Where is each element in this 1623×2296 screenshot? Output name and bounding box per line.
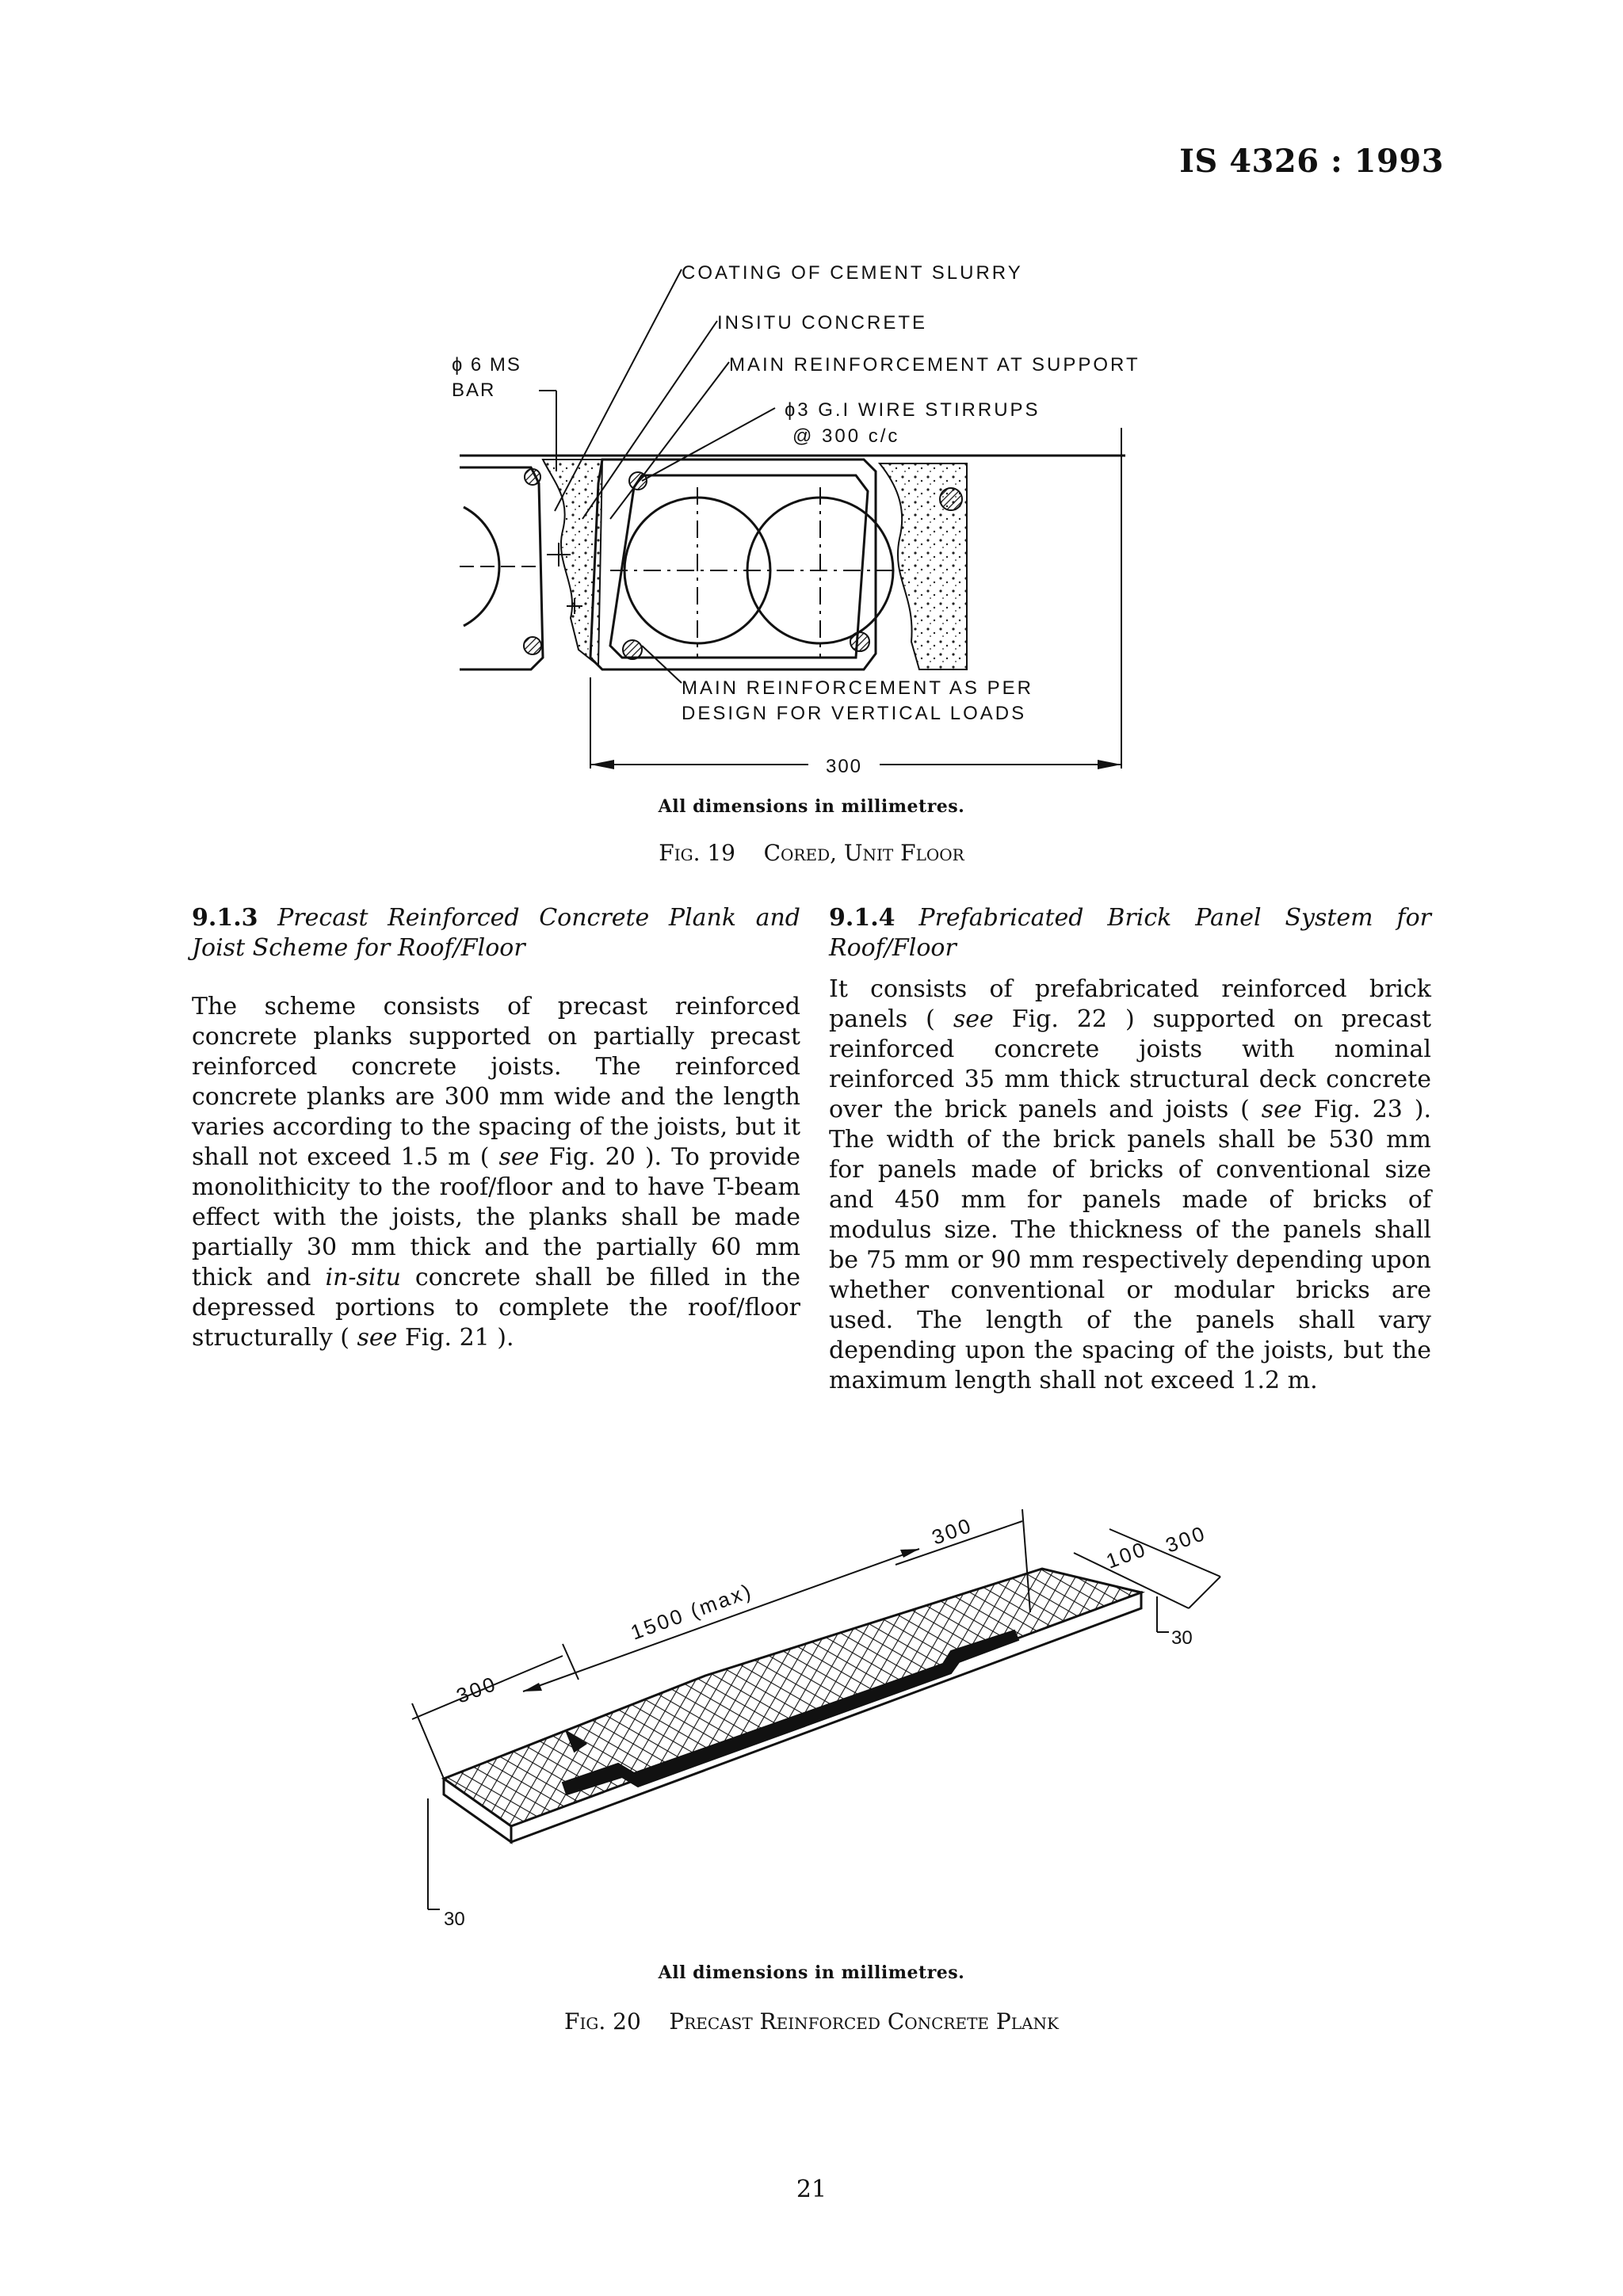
fig19-caption — [0, 840, 1623, 866]
fig19-label-insitu: INSITU CONCRETE — [717, 312, 928, 334]
fig20-note: All dimensions in millimetres. — [658, 1962, 965, 1983]
fig19-cored-unit-floor-drawing — [444, 246, 1157, 784]
section-9-1-4-paragraph — [829, 974, 1431, 1396]
fig19-label-ms-bar-1: ɸ 6 MS — [452, 354, 521, 376]
fig19-dimension-300: 300 — [825, 756, 863, 777]
fig20-dimension-100: 100 — [1102, 1536, 1151, 1573]
fig20-dimension-300-top: 300 — [928, 1512, 976, 1550]
fig20-dimension-30-left: 30 — [444, 1909, 465, 1930]
section-9-1-4 — [829, 903, 1431, 1407]
section-9-1-4-text-2: Fig. 22 ) supported on precast reinforced concrete joists with nominal reinforced 35 mm thick structural deck concrete over the brick panels and joists ( — [829, 1005, 1432, 1123]
section-9-1-4-see-1: see — [953, 1005, 994, 1033]
fig19-note: All dimensions in millimetres. — [658, 796, 965, 817]
section-9-1-4-text-3: Fig. 23 ). The width of the brick panels shall be 530 mm for panels made of bricks of conventional size and 450 mm for panels made of bricks of modulus size. The thickness of the panels shall be 75 mm or 90 mm respectively depending upon whether conventional or modular bricks are used. The length of the panels shall vary depending upon the spacing of the joists, but the maximum length shall not exceed 1.2 m. — [829, 1096, 1431, 1394]
fig19-label-ms-bar-2: BAR — [452, 379, 496, 401]
fig19-label-main-design-1: MAIN REINFORCEMENT AS PER — [682, 677, 1033, 699]
section-9-1-4-number: 9.1.4 — [829, 904, 896, 932]
section-9-1-3-see-1: see — [498, 1143, 540, 1171]
section-9-1-3 — [192, 903, 800, 1364]
section-9-1-4-title: Prefabricated Brick Panel System for Roof/Floor — [829, 904, 1431, 962]
page-number: 21 — [796, 2176, 827, 2203]
section-9-1-4-see-2: see — [1261, 1096, 1302, 1123]
fig20-caption-title: Precast Reinforced Concrete Plank — [669, 2008, 1059, 2035]
section-9-1-3-see-2: see — [357, 1324, 398, 1352]
section-9-1-3-heading — [192, 903, 800, 963]
section-9-1-4-text-1: It consists of prefabricated reinforced brick panels ( — [829, 975, 1431, 1033]
section-9-1-3-text-2: Fig. 20 ). To provide monolithicity to the roof/floor and to have T-beam effect with the joists, the planks shall be made partially 30 mm thick and the partially 60 mm thick and — [192, 1143, 800, 1291]
fig20-dimension-30-right: 30 — [1171, 1627, 1193, 1649]
fig20-precast-plank-drawing — [396, 1466, 1268, 1957]
section-9-1-3-text-3: concrete shall be filled in the depressed portions to complete the roof/floor structurally ( — [192, 1264, 801, 1352]
section-9-1-3-title: Precast Reinforced Concrete Plank and Joist Scheme for Roof/Floor — [192, 904, 800, 962]
fig19-label-stirrups-2: @ 300 c/c — [792, 425, 900, 447]
section-9-1-3-paragraph — [192, 992, 800, 1353]
document-id: IS 4326 : 1993 — [1179, 143, 1444, 180]
section-9-1-3-insitu: in-situ — [325, 1264, 401, 1291]
fig20-caption-number: Fig. 20 — [564, 2008, 641, 2035]
section-9-1-3-number: 9.1.3 — [192, 904, 258, 932]
fig19-caption-title: Cored, Unit Floor — [763, 840, 964, 866]
fig19-label-coating: COATING OF CEMENT SLURRY — [682, 262, 1023, 284]
section-9-1-3-text-1: The scheme consists of precast reinforced concrete planks supported on partially precast reinforced concrete joists. The reinforced concrete planks are 300 mm wide and the length varies according to the spacing of the joists, but it shall not exceed 1.5 m ( — [192, 993, 800, 1171]
fig20-dimension-1500: 1500 (max) — [627, 1578, 756, 1645]
fig19-label-main-design-2: DESIGN FOR VERTICAL LOADS — [682, 703, 1027, 724]
fig20-dimension-300-right: 300 — [1162, 1520, 1210, 1558]
fig19-label-stirrups-1: ɸ3 G.I WIRE STIRRUPS — [785, 399, 1041, 421]
section-9-1-3-text-4: Fig. 21 ). — [397, 1324, 514, 1352]
fig19-caption-number: Fig. 19 — [659, 840, 735, 866]
section-9-1-4-heading — [829, 903, 1431, 963]
fig19-label-main-support: MAIN REINFORCEMENT AT SUPPORT — [729, 354, 1140, 376]
fig20-caption — [0, 2008, 1623, 2035]
fig20-dimension-300-left: 300 — [453, 1671, 501, 1708]
